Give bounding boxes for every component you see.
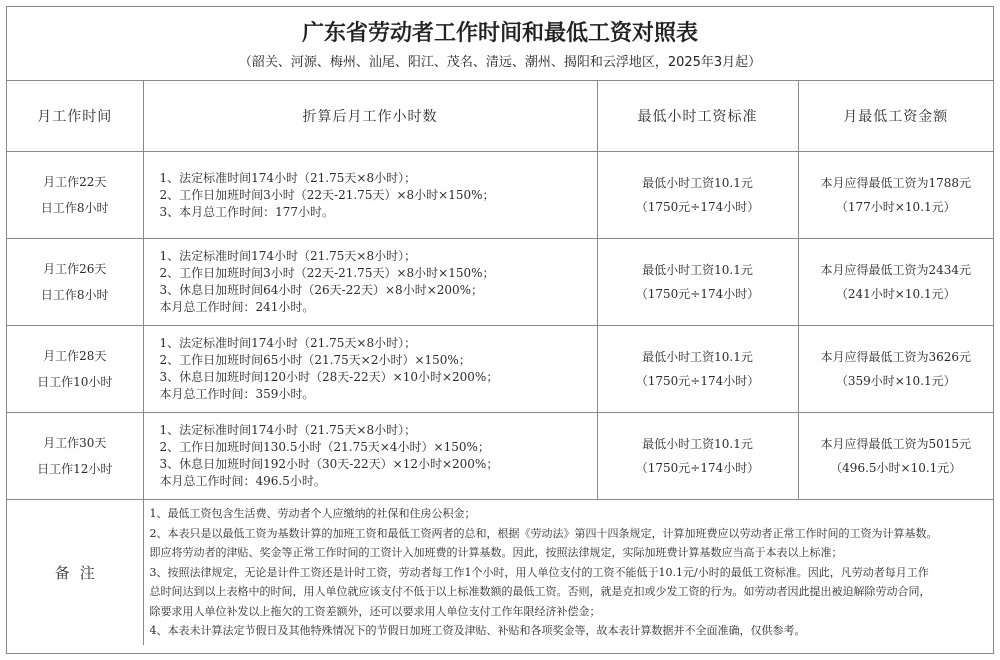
title-area — [7, 7, 993, 81]
hourly-wage: 最低小时工资10.1元 — [642, 350, 753, 364]
monthly-wage: 本月应得最低工资为5015元 — [820, 437, 972, 451]
note-line: 总时间达到以上表格中的时间，用人单位就应该支付不低于以上标准数额的最低工资。否则，就是克扣或少发工资的行为。如劳动者因此提出被迫解除劳动合同， — [149, 585, 931, 599]
period-hours: 日工作10小时 — [37, 375, 113, 389]
hourly-wage: 最低小时工资10.1元 — [642, 263, 753, 277]
notes-label: 备注 — [7, 500, 143, 646]
detail-line: 1、法定标准时间174小时（21.75天×8小时）； — [159, 423, 417, 437]
note-line: 4、本表未计算法定节假日及其他特殊情况下的节假日加班工资及津贴、补贴和各项奖金等，故本表计算数据并不全面准确，仅供参考。 — [149, 624, 806, 638]
hourly-wage: 最低小时工资10.1元 — [642, 176, 753, 190]
hourly-cell — [597, 152, 798, 239]
hourly-cell — [597, 413, 798, 500]
period-cell — [7, 239, 143, 326]
notes-cell — [143, 500, 993, 646]
detail-line: 本月总工作时间：359小时。 — [159, 387, 315, 401]
detail-line: 1、法定标准时间174小时（21.75天×8小时）； — [159, 249, 417, 263]
detail-line: 2、工作日加班时间3小时（22天-21.75天）×8小时×150%； — [159, 187, 495, 202]
monthly-formula: （496.5小时×10.1元） — [830, 461, 962, 475]
detail-line: 3、休息日加班时间64小时（26天-22天）×8小时×200%； — [159, 283, 484, 297]
table-row — [7, 413, 993, 500]
detail-line: 1、法定标准时间174小时（21.75天×8小时）； — [159, 336, 417, 350]
detail-line: 本月总工作时间：496.5小时。 — [159, 474, 326, 488]
page-subtitle: （韶关、河源、梅州、汕尾、阳江、茂名、清远、潮州、揭阳和云浮地区，2025年3月起） — [238, 55, 762, 70]
hourly-formula: （1750元÷174小时） — [635, 200, 760, 214]
hourly-wage: 最低小时工资10.1元 — [642, 437, 753, 451]
detail-line: 1、法定标准时间174小时（21.75天×8小时）； — [159, 170, 417, 185]
monthly-wage: 本月应得最低工资为2434元 — [820, 263, 972, 277]
wage-table — [7, 81, 993, 645]
monthly-cell — [798, 326, 993, 413]
hourly-formula: （1750元÷174小时） — [635, 461, 760, 475]
table-row — [7, 239, 993, 326]
monthly-wage: 本月应得最低工资为1788元 — [820, 176, 972, 190]
details-cell — [143, 413, 597, 500]
details-cell — [143, 326, 597, 413]
period-cell — [7, 326, 143, 413]
monthly-cell — [798, 152, 993, 239]
notes-row — [7, 500, 993, 646]
note-line: 3、按照法律规定，无论是计件工资还是计时工资，劳动者每工作1个小时，用人单位支付的工资不能低于10.1元/小时的最低工资标准。因此，凡劳动者每月工作 — [149, 565, 929, 579]
note-line: 1、最低工资包含生活费、劳动者个人应缴纳的社保和住房公积金； — [149, 507, 476, 521]
period-days: 月工作26天 — [43, 262, 107, 276]
period-cell — [7, 152, 143, 239]
hourly-formula: （1750元÷174小时） — [635, 287, 760, 301]
wage-table-document — [6, 6, 994, 654]
period-cell — [7, 413, 143, 500]
detail-line: 2、工作日加班时间65小时（21.75天×2小时）×150%； — [159, 353, 471, 367]
hourly-cell — [597, 239, 798, 326]
monthly-wage: 本月应得最低工资为3626元 — [820, 350, 972, 364]
period-days: 月工作22天 — [43, 175, 107, 189]
period-hours: 日工作12小时 — [37, 462, 113, 476]
monthly-cell — [798, 239, 993, 326]
detail-line: 2、工作日加班时间3小时（22天-21.75天）×8小时×150%； — [159, 266, 495, 280]
period-days: 月工作30天 — [43, 436, 107, 450]
note-line: 除要求用人单位补发以上拖欠的工资差额外，还可以要求用人单位支付工作年限经济补偿金； — [149, 604, 601, 618]
header-monthly-min-wage: 月最低工资金额 — [798, 81, 993, 152]
hourly-cell — [597, 326, 798, 413]
detail-line: 2、工作日加班时间130.5小时（21.75天×4小时）×150%； — [159, 440, 490, 454]
monthly-cell — [798, 413, 993, 500]
detail-line: 3、休息日加班时间120小时（28天-22天）×10小时×200%； — [159, 370, 499, 384]
page-title: 广东省劳动者工作时间和最低工资对照表 — [301, 21, 698, 46]
period-hours: 日工作8小时 — [40, 288, 109, 302]
note-line: 2、本表只是以最低工资为基数计算的加班工资和最低工资两者的总和，根据《劳动法》第四十四条规定，计算加班费应以劳动者正常工作时间的工资为计算基数。 — [149, 526, 938, 540]
header-monthly-work-time: 月工作时间 — [7, 81, 143, 152]
detail-line: 3、本月总工作时间：177小时。 — [159, 204, 335, 219]
detail-line: 本月总工作时间：241小时。 — [159, 300, 315, 314]
monthly-formula: （241小时×10.1元） — [835, 287, 956, 301]
table-row — [7, 326, 993, 413]
monthly-formula: （359小时×10.1元） — [835, 374, 956, 388]
note-line: 即应将劳动者的津贴、奖金等正常工作时间的工资计入加班费的计算基数。因此，按照法律规定，实际加班费计算基数应当高于本表以上标准； — [149, 546, 843, 560]
details-cell — [143, 239, 597, 326]
monthly-formula: （177小时×10.1元） — [835, 200, 956, 214]
details-cell — [143, 152, 597, 239]
detail-line: 3、休息日加班时间192小时（30天-22天）×12小时×200%； — [159, 457, 499, 471]
period-days: 月工作28天 — [43, 349, 107, 363]
hourly-formula: （1750元÷174小时） — [635, 374, 760, 388]
header-row — [7, 81, 993, 152]
table-row — [7, 152, 993, 239]
period-hours: 日工作8小时 — [40, 201, 109, 215]
header-min-hourly-wage: 最低小时工资标准 — [597, 81, 798, 152]
header-converted-hours: 折算后月工作小时数 — [143, 81, 597, 152]
